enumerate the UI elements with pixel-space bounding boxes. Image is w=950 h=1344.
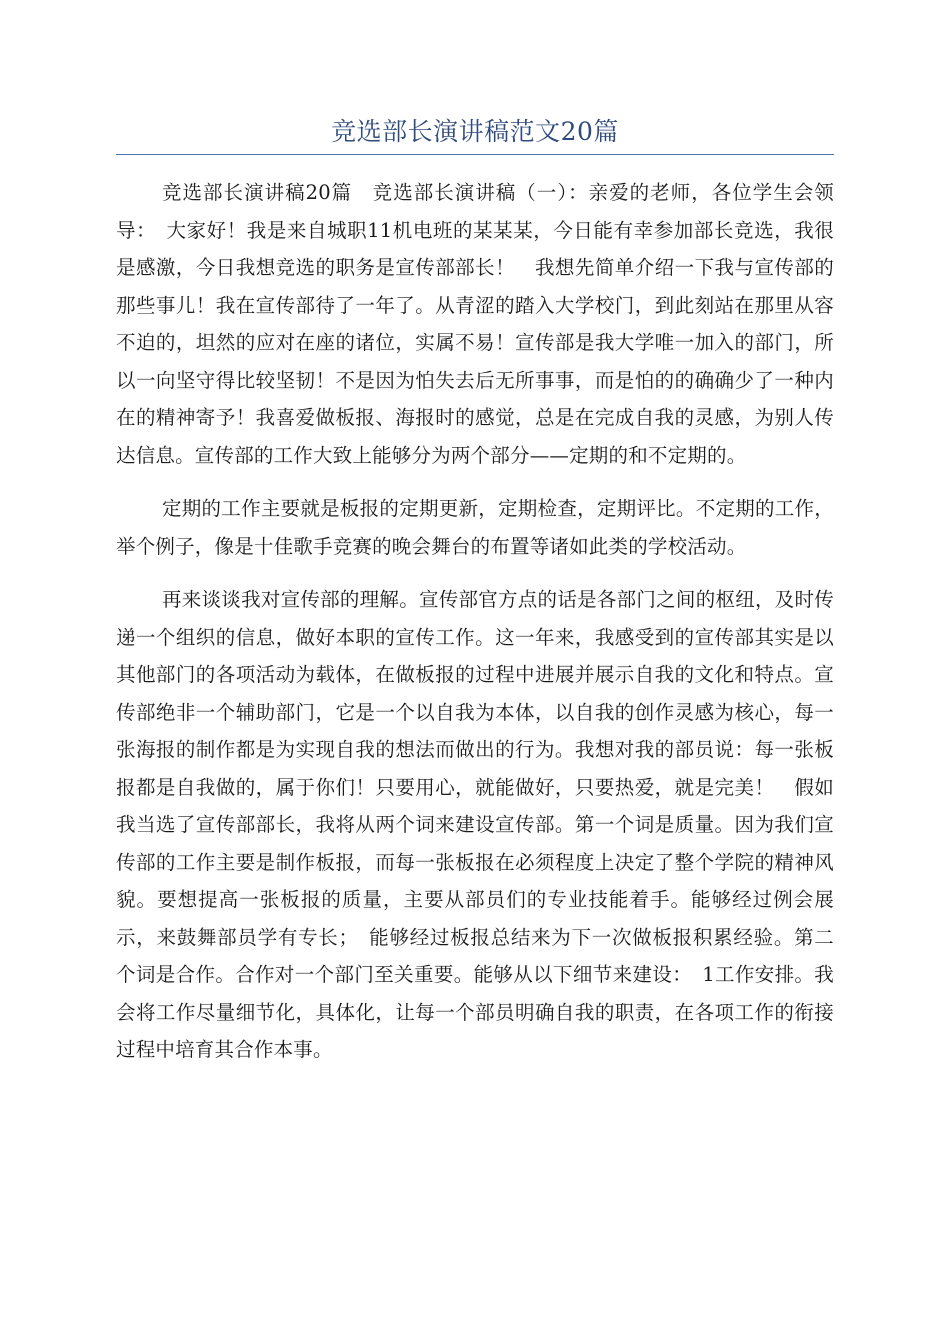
document-body xyxy=(116,174,834,1069)
title-underline xyxy=(116,154,834,155)
paragraph-3: 再来谈谈我对宣传部的理解。宣传部官方点的话是各部门之间的枢纽，及时传递一个组织的信息，做好本职的宣传工作。这一年来，我感受到的宣传部其实是以其他部门的各项活动为载体，在做板报的过程中进展并展示自我的文化和特点。宣传部绝非一个辅助部门，它是一个以自我为本体，以自我的创作灵感为核心，每一张海报的制作都是为实现自我的想法而做出的行为。我想对我的部员说：每一张板报都是自我做的，属于你们！只要用心，就能做好，只要热爱，就是完美！ 假如我当选了宣传部部长，我将从两个词来建设宣传部。第一个词是质量。因为我们宣传部的工作主要是制作板报，而每一张板报在必须程度上决定了整个学院的精神风貌。要想提高一张板报的质量，主要从部员们的专业技能着手。能够经过例会展示，来鼓舞部员学有专长； 能够经过板报总结来为下一次做板报积累经验。第二个词是合作。合作对一个部门至关重要。能够从以下细节来建设： 1工作安排。我会将工作尽量细节化，具体化，让每一个部员明确自我的职责，在各项工作的衔接过程中培育其合作本事。 xyxy=(116,588,834,1061)
paragraph-2: 定期的工作主要就是板报的定期更新，定期检查，定期评比。不定期的工作，举个例子，像是十佳歌手竞赛的晚会舞台的布置等诸如此类的学校活动。 xyxy=(116,497,834,558)
paragraph-1: 竞选部长演讲稿20篇 竞选部长演讲稿（一）：亲爱的老师，各位学生会领导： 大家好！我是来自城职11机电班的某某某，今日能有幸参加部长竞选，我很是感激，今日我想竞选的职务是宣传部部长！ 我想先简单介绍一下我与宣传部的那些事儿！我在宣传部待了一年了。从青涩的踏入大学校门，到此刻站在那里从容不迫的，坦然的应对在座的诸位，实属不易！宣传部是我大学唯一加入的部门，所以一向坚守得比较坚韧！不是因为怕失去后无所事事，而是怕的的确确少了一种内在的精神寄予！我喜爱做板报、海报时的感觉，总是在完成自我的灵感，为别人传达信息。宣传部的工作大致上能够分为两个部分——定期的和不定期的。 xyxy=(116,181,834,467)
document-title: 竞选部长演讲稿范文20篇 xyxy=(331,117,619,146)
